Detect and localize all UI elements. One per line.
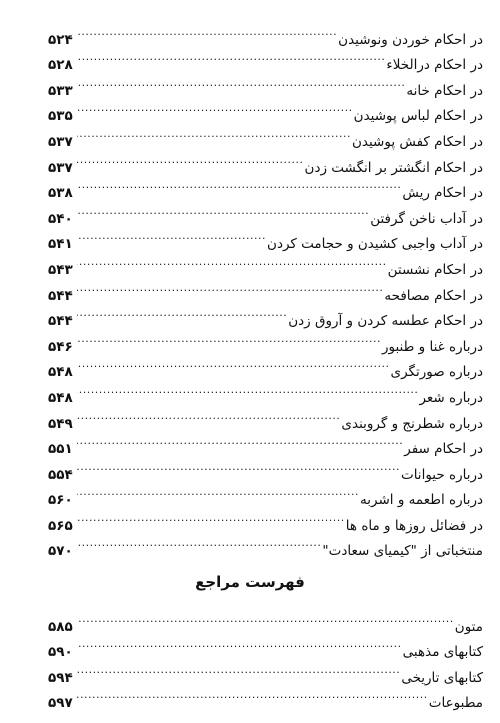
toc-entry xyxy=(48,376,483,406)
references-entry-page: ۵۹۰ xyxy=(48,644,73,661)
toc-entry-page: ۵۷۰ xyxy=(48,543,73,560)
toc-entry-title: در احکام عطسه کردن و آروق زدن xyxy=(288,313,483,330)
toc-entry-page: ۵۴۳ xyxy=(48,261,73,278)
toc-entry-title: درباره غنا و طنبور xyxy=(381,338,483,355)
toc-entry-title: درباره شعر xyxy=(419,389,483,406)
toc-entry-title: در احکام سفر xyxy=(404,441,483,458)
dot-leader xyxy=(77,479,359,505)
toc-entry-page: ۵۴۸ xyxy=(48,364,73,381)
dot-leader xyxy=(77,605,454,631)
references-entry xyxy=(48,605,483,635)
toc-entry-page: ۵۳۸ xyxy=(48,185,73,202)
dot-leader xyxy=(77,453,400,479)
toc-entry-title: در آداب واجبی کشیدن و حجامت کردن xyxy=(267,236,483,253)
toc-entry-title: درباره اطعمه و اشربه xyxy=(360,492,483,509)
dot-leader xyxy=(77,197,369,223)
dot-leader xyxy=(77,95,353,121)
toc-entry-title: در احکام ریش xyxy=(402,185,483,202)
dot-leader xyxy=(77,146,304,172)
toc-entry-title: در احکام خوردن ونوشیدن xyxy=(338,31,483,48)
toc-entry-page: ۵۴۱ xyxy=(48,236,73,253)
dot-leader xyxy=(77,223,266,249)
dot-leader xyxy=(77,300,287,326)
toc-entry-page: ۵۳۷ xyxy=(48,133,73,150)
references-heading: فهرست مراجع xyxy=(195,573,305,591)
dot-leader xyxy=(77,504,345,530)
toc-entry-page: ۵۳۳ xyxy=(48,82,73,99)
toc-entry-page: ۵۳۵ xyxy=(48,108,73,125)
toc-entry-page: ۵۶۰ xyxy=(48,492,73,509)
references-entry-title: مطبوعات xyxy=(428,695,483,712)
toc-entry-title: درباره شطرنج و گروبندی xyxy=(341,415,483,432)
references-entry xyxy=(48,682,483,712)
toc-entry-title: منتخباتی از "کیمیای سعادت" xyxy=(322,543,483,560)
toc-entry-page: ۵۲۴ xyxy=(48,31,73,48)
dot-leader xyxy=(77,656,400,682)
dot-leader xyxy=(77,402,340,428)
toc-entry-title: در فضائل روزها و ماه ها xyxy=(345,517,483,534)
dot-leader xyxy=(77,325,381,351)
dot-leader xyxy=(77,682,428,708)
references-entry-title: کتابهای تاریخی xyxy=(401,669,483,686)
references-entry-page: ۵۹۴ xyxy=(48,669,73,686)
toc-entry-page: ۵۳۷ xyxy=(48,159,73,176)
dot-leader xyxy=(77,351,390,377)
dot-leader xyxy=(77,376,418,402)
toc-entry-title: در احکام درالخلاء xyxy=(386,57,483,74)
references-entry xyxy=(48,631,483,661)
toc-entry-title: در احکام خانه xyxy=(406,82,483,99)
toc-entry-page: ۵۶۵ xyxy=(48,517,73,534)
toc-entry-page: ۵۴۰ xyxy=(48,210,73,227)
table-of-contents xyxy=(48,18,483,560)
toc-entry-page: ۵۴۶ xyxy=(48,338,73,355)
references-entry-title: متون xyxy=(454,618,483,635)
toc-entry-title: در احکام انگشتر بر انگشت زدن xyxy=(304,159,483,176)
toc-entry-title: در احکام کفش پوشیدن xyxy=(351,133,483,150)
references-entry-title: کتابهای مذهبی xyxy=(402,644,483,661)
toc-entry-title: در احکام نشستن xyxy=(387,261,483,278)
dot-leader xyxy=(77,69,405,95)
dot-leader xyxy=(77,44,385,70)
toc-entry-title: درباره صورتگری xyxy=(390,364,483,381)
dot-leader xyxy=(77,274,383,300)
dot-leader xyxy=(77,631,402,657)
toc-entry-page: ۵۴۹ xyxy=(48,415,73,432)
dot-leader xyxy=(77,172,401,198)
toc-entry-page: ۵۲۸ xyxy=(48,57,73,74)
toc-entry-title: در احکام لباس پوشیدن xyxy=(353,108,483,125)
toc-entry-page: ۵۴۴ xyxy=(48,287,73,304)
toc-entry-title: در آداب ناخن گرفتن xyxy=(370,210,483,227)
references-entry-page: ۵۹۷ xyxy=(48,695,73,712)
dot-leader xyxy=(77,248,387,274)
toc-entry-page: ۵۵۴ xyxy=(48,466,73,483)
references-entry-page: ۵۸۵ xyxy=(48,618,73,635)
toc-entry-page: ۵۴۴ xyxy=(48,313,73,330)
dot-leader xyxy=(77,428,403,454)
toc-entry-page: ۵۴۸ xyxy=(48,389,73,406)
references-list xyxy=(48,605,483,712)
toc-entry-title: درباره حیوانات xyxy=(400,466,483,483)
toc-entry-title: در احکام مصافحه xyxy=(384,287,483,304)
dot-leader xyxy=(77,18,337,44)
dot-leader xyxy=(77,530,321,556)
toc-entry xyxy=(48,402,483,432)
toc-entry-page: ۵۵۱ xyxy=(48,441,73,458)
toc-entry xyxy=(48,18,483,48)
dot-leader xyxy=(77,120,351,146)
